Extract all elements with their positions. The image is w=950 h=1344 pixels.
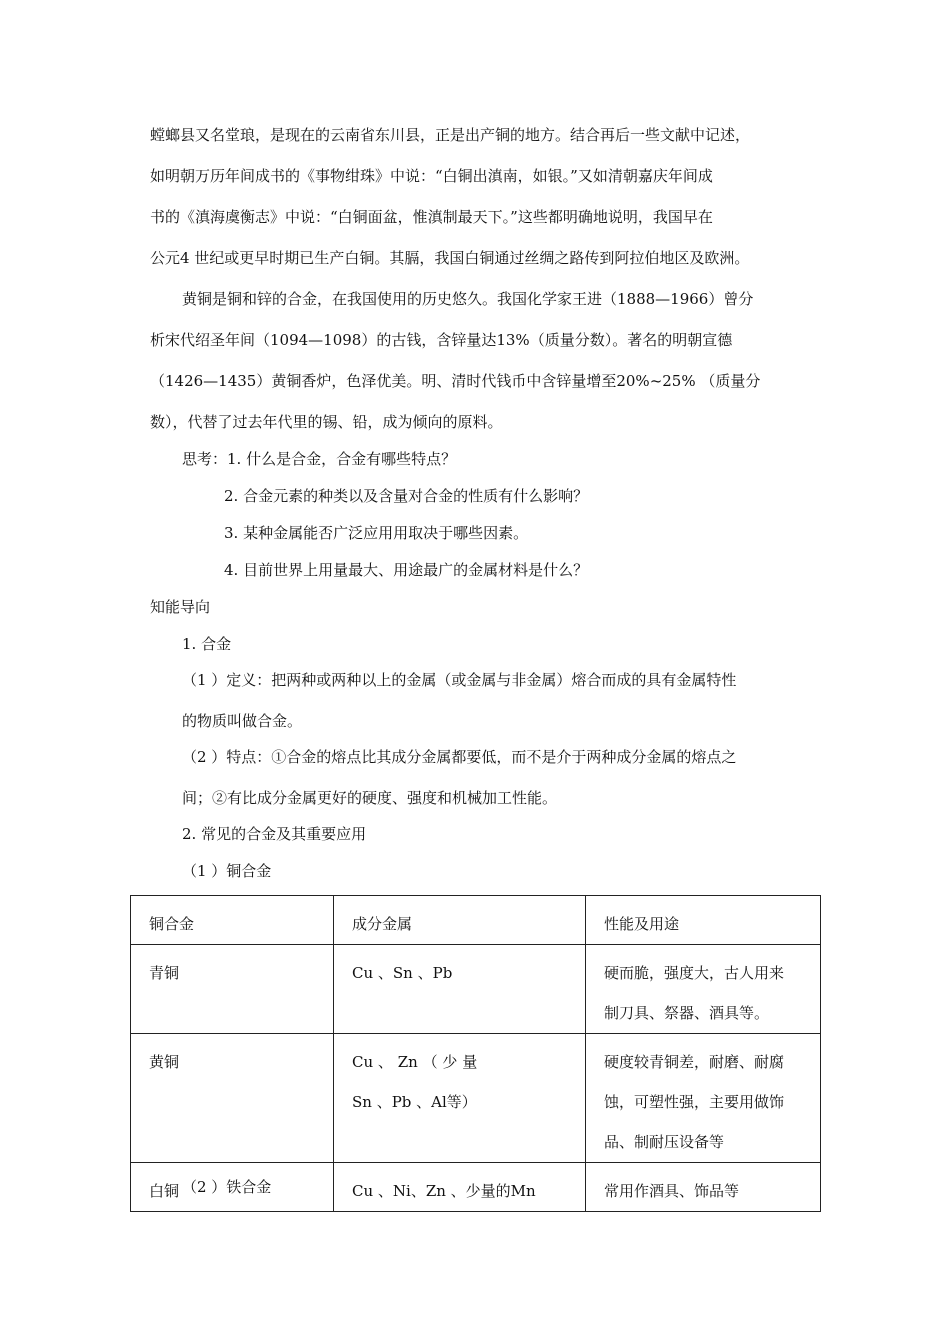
section-title: 知能导向 xyxy=(150,598,211,616)
paragraph-line: 如明朝万历年间成书的《事物绀珠》中说：“白铜出滇南，如银。”又如清朝嘉庆年间成 xyxy=(150,167,713,185)
subheading-copper-alloy: （1 ）铜合金 xyxy=(182,862,272,880)
list-item-alloy: 1. 合金 xyxy=(182,635,232,653)
table-header-row xyxy=(131,896,821,945)
table-header-cell: 性能及用途 xyxy=(586,896,821,945)
definition-line: 的物质叫做合金。 xyxy=(182,712,303,730)
question-2: 2. 合金元素的种类以及含量对合金的性质有什么影响？ xyxy=(224,487,589,505)
paragraph-line: 黄铜是铜和锌的合金，在我国使用的历史悠久。我国化学家王进（1888—1966）曾分 xyxy=(182,290,754,308)
usage-cell: 硬而脆，强度大，古人用来 制刀具、祭器、酒具等。 xyxy=(586,945,821,1034)
alloy-name-cell: 青铜 xyxy=(131,945,334,1034)
paragraph-line: （1426—1435）黄铜香炉，色泽优美。明、清时代钱币中含锌量增至20%~25% （质量分 xyxy=(150,372,761,390)
composition-cell: Cu 、Sn 、Pb xyxy=(334,945,586,1034)
table-row xyxy=(131,945,821,1034)
question-4: 4. 目前世界上用量最大、用途最广的金属材料是什么？ xyxy=(224,561,589,579)
feature-line: （2 ）特点：①合金的熔点比其成分金属都要低，而不是介于两种成分金属的熔点之 xyxy=(182,748,737,766)
table-header-cell: 成分金属 xyxy=(334,896,586,945)
list-item-common-alloys: 2. 常见的合金及其重要应用 xyxy=(182,825,367,843)
usage-cell: 常用作酒具、饰品等 xyxy=(586,1163,821,1212)
feature-line: 间；②有比成分金属更好的硬度、强度和机械加工性能。 xyxy=(182,789,558,807)
question-1: 思考：1. 什么是合金，合金有哪些特点？ xyxy=(182,450,457,468)
paragraph-line: 螳螂县又名堂琅，是现在的云南省东川县，正是出产铜的地方。结合再后一些文献中记述， xyxy=(150,126,751,144)
alloy-name-cell: 黄铜 xyxy=(131,1034,334,1163)
paragraph-line: 公元4 世纪或更早时期已生产白铜。其膈，我国白铜通过丝绸之路传到阿拉伯地区及欧洲。 xyxy=(150,249,750,267)
definition-line: （1 ）定义：把两种或两种以上的金属（或金属与非金属）熔合而成的具有金属特性 xyxy=(182,671,737,689)
table-header-cell: 铜合金 xyxy=(131,896,334,945)
composition-cell: Cu 、Ni、Zn 、少量的Mn xyxy=(334,1163,586,1212)
table-row xyxy=(131,1034,821,1163)
alloy-name-cell: 白铜 xyxy=(131,1163,334,1212)
paragraph-line: 数），代替了过去年代里的锡、铅，成为倾向的原料。 xyxy=(150,413,503,431)
paragraph-line: 析宋代绍圣年间（1094—1098）的古钱，含锌量达13%（质量分数）。著名的明朝宣德 xyxy=(150,331,733,349)
paragraph-line: 书的《滇海虞衡志》中说：“白铜面盆，惟滇制最天下。”这些都明确地说明，我国早在 xyxy=(150,208,713,226)
usage-cell: 硬度较青铜差，耐磨、耐腐 蚀，可塑性强，主要用做饰 品、制耐压设备等 xyxy=(586,1034,821,1163)
composition-cell: Cu 、 Zn （ 少 量 Sn 、Pb 、Al等） xyxy=(334,1034,586,1163)
copper-alloy-table xyxy=(130,895,821,1212)
question-3: 3. 某种金属能否广泛应用用取决于哪些因素。 xyxy=(224,524,529,542)
subheading-iron-alloy: （2 ）铁合金 xyxy=(182,1178,272,1196)
